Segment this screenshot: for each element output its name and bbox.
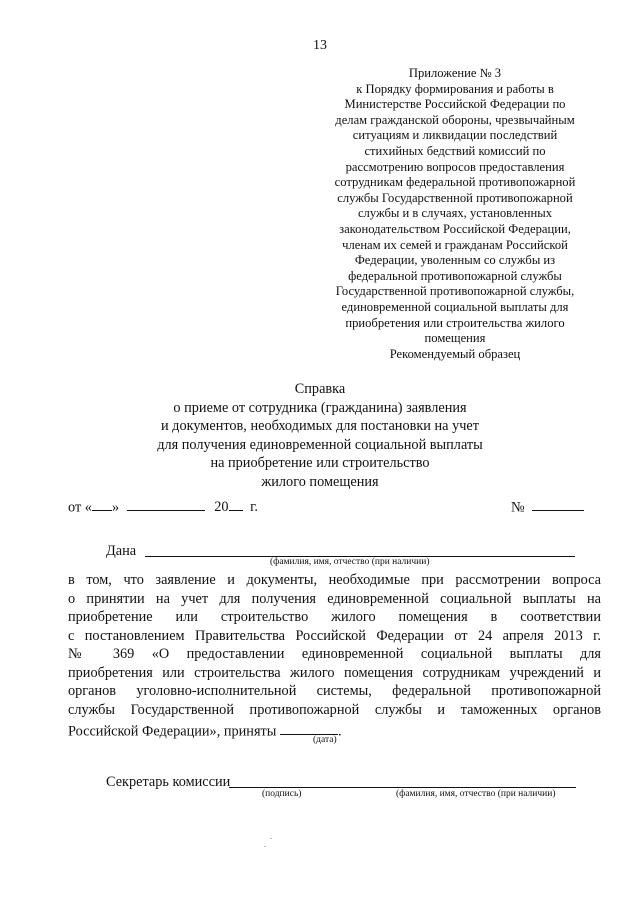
title-line: на приобретение или строительство xyxy=(210,455,430,471)
issued-to-label: Дана xyxy=(106,543,137,559)
acceptance-date-blank xyxy=(280,720,338,735)
secretary-name-caption: (фамилия, имя, отчество (при наличии) xyxy=(396,789,556,799)
appendix-line: к Порядку формирования и работы в xyxy=(356,81,554,96)
title-line: Справка xyxy=(294,381,346,397)
year-blank xyxy=(229,496,243,511)
title-line: о приеме от сотрудника (гражданина) заявления xyxy=(173,399,467,416)
scan-speck xyxy=(264,846,266,847)
appendix-line: помещения xyxy=(424,331,486,346)
body-line: о принятии на учет для получения единовременной социальной выплаты на xyxy=(68,591,601,607)
appendix-line: приобретения или строительства жилого xyxy=(345,315,565,330)
date-close-label: » xyxy=(111,499,120,516)
body-line: приобретение или строительство жилого помещения в соответствии xyxy=(68,609,601,625)
appendix-line: федеральной противопожарной службы xyxy=(348,268,562,283)
issued-to-caption: (фамилия, имя, отчество (при наличии) xyxy=(270,557,430,567)
secretary-line xyxy=(229,787,576,788)
body-line: с постановлением Правительства Российской Федерации от 24 апреля 2013 г. xyxy=(68,628,601,644)
signature-caption: (подпись) xyxy=(262,789,302,799)
body-last-period: . xyxy=(337,723,342,740)
number-blank xyxy=(532,496,584,511)
appendix-line: Федерации, уволенным со службы из xyxy=(354,253,556,268)
appendix-line: единовременной социальной выплаты для xyxy=(341,299,569,314)
body-line: органов уголовно-исполнительной системы, федеральной противопожарной xyxy=(68,683,601,699)
title-line: для получения единовременной социальной выплаты xyxy=(157,436,483,453)
appendix-line: Министерстве Российской Федерации по xyxy=(344,97,566,112)
date-open-label: от « xyxy=(68,499,92,516)
appendix-line: сотрудникам федеральной противопожарной xyxy=(334,175,576,190)
sample-note: Рекомендуемый образец xyxy=(389,347,521,361)
body-line: в том, что заявление и документы, необходимые при рассмотрении вопроса xyxy=(68,572,601,588)
number-field xyxy=(511,496,584,516)
page-number: 13 xyxy=(313,38,327,53)
number-label: № xyxy=(511,499,525,516)
appendix-line: стихийных бедствий комиссий по xyxy=(364,143,546,158)
date-row xyxy=(68,496,258,516)
appendix-line: Государственной противопожарной службы, xyxy=(335,284,575,299)
secretary-label: Секретарь комиссии xyxy=(106,774,231,790)
scan-speck xyxy=(270,838,272,839)
appendix-line: рассмотрению вопросов предоставления xyxy=(345,159,565,174)
year-suffix: г. xyxy=(250,499,258,516)
document-title xyxy=(0,380,640,491)
appendix-line: службы Государственной противопожарной xyxy=(337,190,573,205)
day-blank xyxy=(92,496,112,511)
date-caption: (дата) xyxy=(313,735,337,745)
body-line: № 369 «О предоставлении единовременной социальной выплаты для xyxy=(68,646,601,662)
appendix-line: делам гражданской обороны, чрезвычайным xyxy=(335,112,575,127)
year-prefix: 20 xyxy=(214,499,229,516)
appendix-line: законодательством Российской Федерации, xyxy=(339,221,571,236)
body-line: службы Государственной противопожарной службы и таможенных органов xyxy=(68,702,601,718)
body-last-line xyxy=(68,720,342,740)
body-line: приобретения или строительства жилого помещения сотрудникам учреждений и xyxy=(68,665,601,681)
appendix-line: службы и в случаях, установленных xyxy=(357,206,553,221)
appendix-header xyxy=(300,66,610,347)
title-line: и документов, необходимых для постановки на учет xyxy=(160,418,480,434)
title-line: жилого помещения xyxy=(261,473,379,490)
appendix-line: Приложение № 3 xyxy=(408,66,502,80)
body-last-text: Российской Федерации», приняты xyxy=(68,723,277,740)
appendix-line: ситуациям и ликвидации последствий xyxy=(352,128,558,143)
month-blank xyxy=(127,496,205,511)
appendix-line: членам их семей и гражданам Российской xyxy=(342,237,568,252)
